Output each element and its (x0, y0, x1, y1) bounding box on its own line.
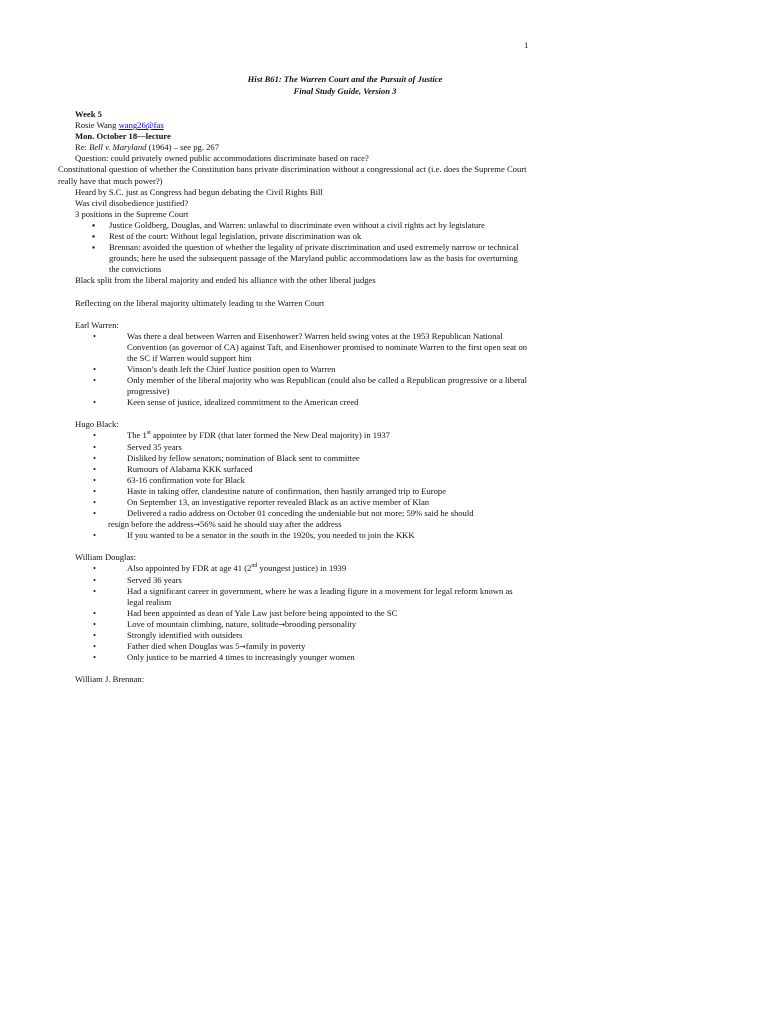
list-item: • Only member of the liberal majority who was Republican (could also be called a Republican progressive or a liberal progressive) (75, 375, 530, 397)
list-item (75, 563, 530, 574)
black-split-line: Black split from the liberal majority and ended his alliance with the other liberal judges (75, 275, 376, 286)
item-text: youngest justice) in 1939 (257, 563, 347, 574)
title-line-1: Hist B61: The Warren Court and the Pursuit of Justice (247, 74, 443, 84)
title-line-2: Final Study Guide, Version 3 (293, 85, 397, 96)
item-text: Love of mountain climbing, nature, solitude (127, 618, 279, 629)
item-text: The 1 (127, 430, 147, 441)
list-item: ▪ Justice Goldberg, Douglas, and Warren: unlawful to discriminate even without a civil rights act by legislature (75, 220, 530, 231)
question-line: Question: could privately owned public accommodations discriminate based on race? (75, 153, 369, 164)
document-title (75, 74, 615, 97)
warren-list (75, 331, 530, 409)
heard-line: Heard by S.C. just as Congress had begun debating the Civil Rights Bill (75, 186, 323, 197)
right-arrow-icon: → (193, 520, 200, 530)
item-text: resign before the address (108, 519, 194, 530)
ordinal-suffix: nd (251, 563, 258, 570)
list-item: • Had been appointed as dean of Yale Law just before being appointed to the SC (75, 608, 530, 619)
week-heading: Week 5 (75, 109, 102, 119)
lecture-heading: Mon. October 18—lecture (75, 131, 171, 142)
black-heading: Hugo Black: (75, 419, 119, 430)
study-guide-body (58, 109, 530, 685)
radio-line-1: Delivered a radio address on October 01 conceding the undeniable but not more; 59% said he should (127, 508, 474, 519)
ordinal-suffix: st (146, 430, 151, 437)
list-item: • Only justice to be married 4 times to increasingly younger women (75, 652, 530, 663)
list-item (75, 430, 530, 441)
list-item: • Haste in taking offer, clandestine nature of confirmation, then hastily arranged trip to Europe (75, 486, 530, 497)
douglas-heading: William Douglas: (75, 552, 136, 563)
item-text: Father died when Douglas was 5 (127, 641, 240, 652)
item-text: family in poverty (245, 641, 306, 652)
item-text: Also appointed by FDR at age 41 (2 (127, 563, 252, 574)
list-item: ▪ Rest of the court: Without legal legislation, private discrimination was ok (75, 231, 530, 242)
case-reference (75, 142, 530, 153)
list-item: • Had a significant career in government, where he was a leading figure in a movement for legal reform known as legal realism (75, 586, 530, 608)
list-item: • Vinson’s death left the Chief Justice position open to Warren (75, 364, 530, 375)
item-text: 56% said he should stay after the address (199, 519, 342, 530)
case-name: Bell v. Maryland (89, 142, 147, 153)
positions-list (75, 220, 530, 275)
case-rest: (1964) – see pg. 267 (146, 142, 220, 153)
list-item: • On September 13, an investigative reporter revealed Black as an active member of Klan (75, 497, 530, 508)
reflecting-line: Reflecting on the liberal majority ultimately leading to the Warren Court (75, 297, 325, 308)
constitutional-question: Constitutional question of whether the Constitution bans private discrimination without a congressional act (i.e. does the Supreme Court really have that much power?) (58, 164, 527, 186)
radio-line-2 (108, 519, 530, 530)
right-arrow-icon: → (278, 619, 285, 629)
author-line (75, 120, 530, 131)
list-item (75, 641, 530, 652)
list-item: • Strongly identified with outsiders (75, 630, 530, 641)
list-item (75, 619, 530, 630)
item-text: appointee by FDR (that later formed the New Deal majority) in 1937 (150, 430, 390, 441)
list-item: • If you wanted to be a senator in the south in the 1920s, you needed to join the KKK (75, 530, 530, 541)
black-list (75, 430, 530, 541)
list-item: • Was there a deal between Warren and Eisenhower? Warren held swing votes at the 1953 Republican National Convention (as governor of CA) against Taft, and Eisenhower promised to nominate Warren to the first open seat on the SC if Warren would support him (75, 331, 530, 364)
brennan-heading: William J. Brennan: (75, 674, 145, 685)
page-number: 1 (524, 40, 529, 50)
civil-disobedience-line: Was civil disobedience justified? (75, 197, 189, 208)
author-name: Rosie Wang (75, 120, 119, 131)
list-item (75, 508, 530, 530)
item-text: brooding personality (284, 618, 357, 629)
list-item: ▪ Brennan: avoided the question of whether the legality of private discrimination and used extremely narrow or technical grounds; here he used the subsequent passage of the Maryland public accommodations law as the basis for overturning the convictions (75, 242, 530, 275)
list-item: • Disliked by fellow senators; nomination of Black sent to committee (75, 453, 530, 464)
list-item: • 63-16 confirmation vote for Black (75, 475, 530, 486)
warren-heading: Earl Warren: (75, 319, 119, 330)
author-email-link[interactable]: wang26@fas (118, 120, 164, 131)
list-item: • Rumours of Alabama KKK surfaced (75, 464, 530, 475)
list-item: • Keen sense of justice, idealized commitment to the American creed (75, 397, 530, 408)
re-prefix: Re: (75, 142, 90, 153)
right-arrow-icon: → (239, 642, 246, 652)
positions-intro: 3 positions in the Supreme Court (75, 208, 189, 219)
list-item: • Served 35 years (75, 442, 530, 453)
list-item: • Served 36 years (75, 575, 530, 586)
douglas-list (75, 563, 530, 663)
